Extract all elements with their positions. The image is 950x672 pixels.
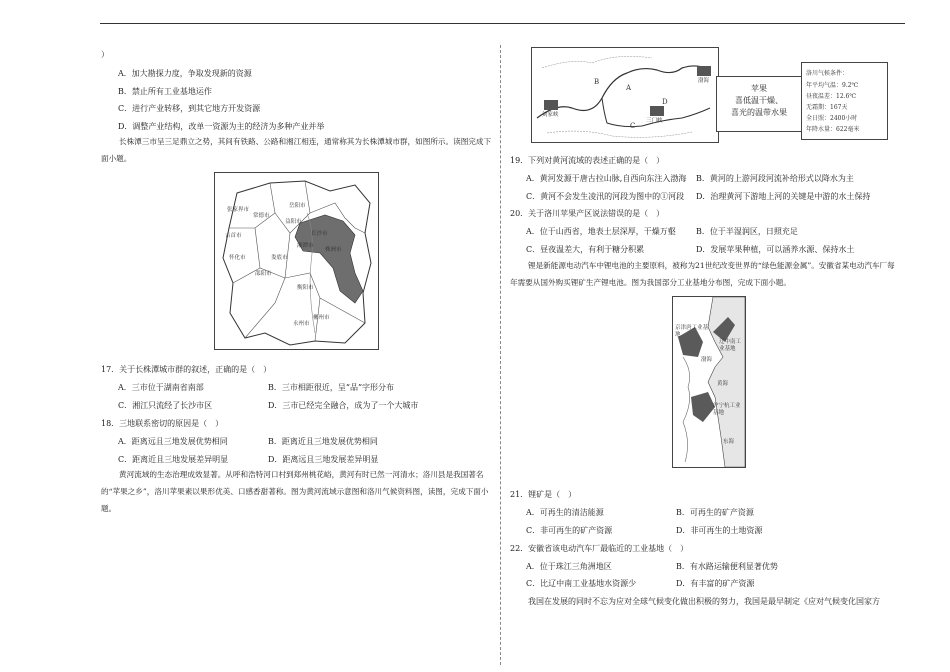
prev-option-b: B．禁止所有工业基地运作: [118, 87, 212, 96]
label-bohai-sea: 渤海: [701, 357, 713, 363]
q18-option-b: B．距离近且三地发展优势相同: [268, 437, 378, 446]
city-label-hengyang: 衡阳市: [297, 285, 314, 291]
prev-option-a: A．加大勘探力度，争取发现新的资源: [118, 69, 252, 78]
city-label-zhuzhou: 株洲市: [325, 247, 342, 253]
climate-temp: 年平均气温：9.2℃: [806, 82, 859, 89]
intro-lithium: 锂是新能源电动汽车中锂电池的主要原料，被称为21世纪改变世界的“绿色能源金属”。安徽省某电动汽车厂每年需要从国外购买锂矿生产锂电池。图为我国部分工业基地分布图，完成下面小题。: [510, 261, 895, 287]
q17-option-d: D．三市已经完全融合，成为了一个大城市: [268, 401, 419, 410]
q21-option-b: B．可再生的矿产资源: [676, 508, 754, 517]
label-a: A: [626, 84, 632, 92]
climate-diff: 昼夜温差：12.6℃: [806, 93, 857, 100]
q22-stem: 22．安徽省该电动汽车厂最临近的工业基地（ ）: [510, 544, 689, 553]
intro-yellow-river: 黄河流域的生态治理成效显著。从呼和浩特河口村到郑州桃花峪，黄河有时已然一河清水；洛川县是我国著名的“苹果之乡”，洛川苹果素以果形优美、口感香甜著称。图为黄河流域示意图和洛川气候资料图，读图，完成下面小题。: [101, 470, 489, 513]
q18-option-c: C．距离近且三地发展差异明显: [118, 455, 229, 464]
city-label-chenzhou: 郴州市: [313, 315, 330, 321]
q17-option-b: B．三市相距很近，呈“品”字形分布: [268, 383, 395, 392]
q19-option-a: A．黄河发源于唐古拉山脉,自西向东注入渤海: [526, 174, 687, 183]
label-liaozhongnan: 辽中南工业基地: [719, 339, 742, 352]
map-industrial-bases: [672, 296, 746, 468]
q21-option-a: A．可再生的清洁能源: [526, 508, 604, 517]
label-bohai: 渤海: [698, 78, 710, 84]
apple-box: [716, 76, 802, 132]
header-rule: [100, 23, 905, 24]
q21-option-c: C．非可再生的矿产资源: [526, 526, 613, 535]
label-c: C: [630, 122, 636, 130]
city-label-xiangtan: 湘潭市: [297, 243, 314, 249]
city-label-yongzhou: 永州市: [293, 321, 310, 327]
city-label-changde: 常德市: [253, 213, 270, 219]
column-divider: [500, 45, 501, 665]
q19-option-b: B．黄河的上游河段河流补给形式以降水为主: [696, 174, 854, 183]
intro-changzhutan: 长株潭三市呈三足鼎立之势，其间有铁路、公路和湘江相连，通常称其为长株潭城市群，如图所示。读图完成下面小题。: [101, 137, 492, 163]
climate-precip: 年降水量：622毫米: [806, 126, 860, 133]
q20-option-d: D．发展苹果种植，可以涵养水源、保持水土: [696, 245, 855, 254]
climate-sunshine: 全日照：2400小时: [806, 115, 858, 122]
city-label-yiyang: 益阳市: [285, 219, 302, 225]
label-huanghai: 黄海: [717, 381, 729, 387]
q22-option-c: C．比辽中南工业基地水资源少: [526, 579, 637, 588]
city-label-shaoyang: 邵阳市: [255, 271, 272, 277]
q17-option-c: C．湘江只流经了长沙市区: [118, 401, 213, 410]
industrial-map-svg: [673, 297, 745, 467]
label-donghai: 东海: [723, 439, 735, 445]
city-label-huaihua: 怀化市: [229, 255, 246, 261]
apple-box-text: 苹果 喜低温干燥、 喜光的温带水果: [731, 84, 787, 117]
city-label-jishou: 吉首市: [225, 233, 242, 239]
q18-option-a: A．距离远且三地发展优势相同: [118, 437, 228, 446]
label-d: D: [662, 98, 668, 106]
q22-option-a: A．位于珠江三角洲地区: [526, 562, 612, 571]
city-label-yueyang: 岳阳市: [289, 203, 306, 209]
q17-stem: 17．关于长株潭城市群的叙述，正确的是（ ）: [101, 365, 272, 374]
q22-option-d: D．有丰富的矿产资源: [676, 579, 755, 588]
map-yellow-river: [531, 47, 719, 143]
label-jingjintang: 京津唐工业基地: [675, 325, 709, 338]
q21-stem: 21．锂矿是（ ）: [510, 490, 577, 499]
q20-option-b: B．位于半湿润区，日照充足: [696, 227, 798, 236]
label-huningnhang: 沪宁杭工业基地: [713, 403, 741, 416]
q17-option-a: A．三市位于湖南省南部: [118, 383, 204, 392]
prev-option-d: D．调整产业结构，改单一资源为主的经济为多种产业并举: [118, 122, 325, 131]
continued-paren: ）: [101, 50, 109, 59]
q21-option-d: D．非可再生的土地资源: [676, 526, 763, 535]
prev-option-c: C．进行产业转移，到其它地方开发资源: [118, 104, 261, 113]
yellow-river-svg: [532, 48, 718, 142]
city-label-zhangjiajie: 张家界市: [227, 207, 250, 213]
city-label-changsha: 长沙市: [311, 231, 328, 237]
label-b: B: [594, 78, 600, 86]
city-label-loudi: 娄底市: [271, 255, 288, 261]
climate-title: 洛川气候条件：: [806, 70, 849, 77]
label-liujiaxia: 刘家峡: [542, 112, 559, 118]
q20-stem: 20．关于洛川苹果产区说法错误的是（ ）: [510, 209, 665, 218]
climate-frost: 无霜期：167天: [806, 104, 848, 111]
q20-option-a: A．位于山西省，地表土层深厚，干燥万壑: [526, 227, 676, 236]
q19-option-c: C．黄河不会发生凌汛的河段为图中的①河段: [526, 192, 685, 201]
map-changzhutan: [214, 172, 379, 350]
intro-climate-policy: 我国在发展的同时不忘为应对全球气候变化做出积极的努力，我国是最早制定《应对气候变化国家方: [528, 597, 880, 606]
q19-option-d: D．治理黄河下游地上河的关键是中游的水土保持: [696, 192, 871, 201]
q20-option-c: C．昼夜温差大，有利于糖分积累: [526, 245, 645, 254]
label-sanmenxia: 三门峡: [646, 118, 663, 124]
q19-stem: 19．下列对黄河流域的表述正确的是（ ）: [510, 156, 665, 165]
q18-option-d: D．距离远且三地发展差异明显: [268, 455, 379, 464]
luochuan-climate-box: [801, 62, 888, 140]
q18-stem: 18．三地联系密切的原因是（ ）: [101, 419, 224, 428]
q22-option-b: B．有水路运输便利显著优势: [676, 562, 778, 571]
